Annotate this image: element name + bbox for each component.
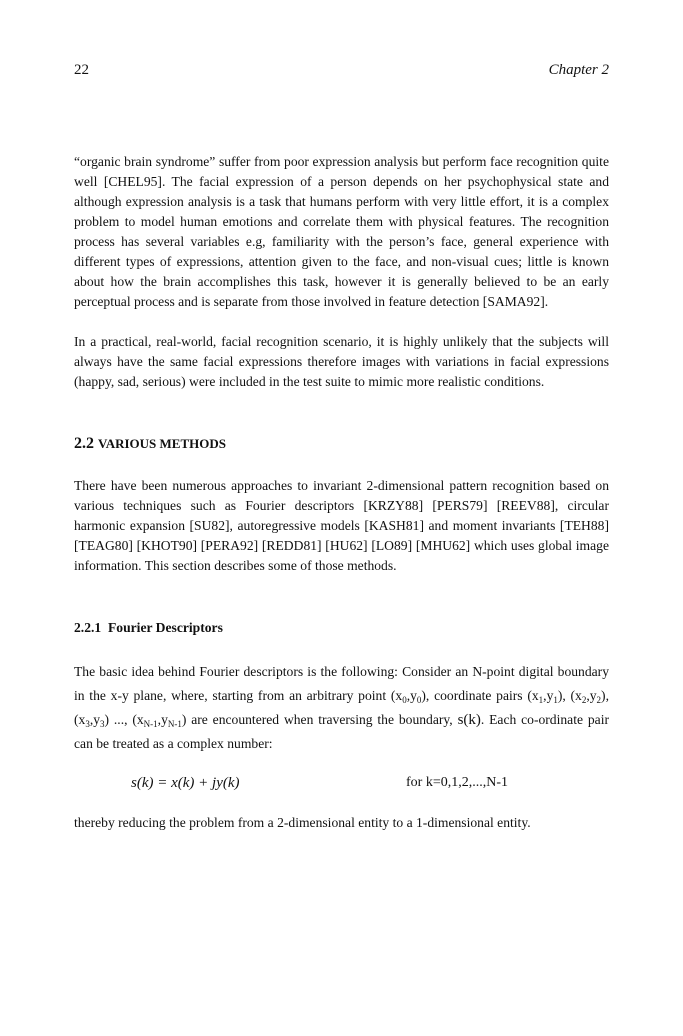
subsection-heading <box>74 618 609 638</box>
page-body <box>74 152 609 833</box>
paragraph-fourier-descriptors: The basic idea behind Fourier descriptors is the following: Consider an N-point digital boundary in the x-y plane, where, starting from an arbitrary point $(x_0,y_0)$, coordinate pairs $(x_1,y_1)$, $(x_2,y_2)$, $(x_3,y_3)$ ..., $(x_{N-1},y_{N-1})$ are encountered when traversing the boundary, s(k). Each co-ordinate pair can be treated as a complex number: <box>74 664 609 751</box>
equation-lhs: s(k) = x(k) + jy(k) <box>131 775 240 791</box>
fourier-section <box>74 660 609 756</box>
page-header <box>74 62 609 84</box>
equation-complex-boundary <box>74 771 609 795</box>
paragraph-conclusion: thereby reducing the problem from a 2-dimensional entity to a 1-dimensional entity. <box>74 815 531 830</box>
page-number: 22 <box>74 62 89 78</box>
subsection-number: 2.2.1 <box>74 620 102 635</box>
section-title: VARIOUS METHODS <box>98 436 226 451</box>
section-heading <box>74 433 609 455</box>
paragraph-recognition-scenario: In a practical, real-world, facial recognition scenario, it is highly unlikely that the subjects will always have the same facial expressions therefore images with variations in facial expressions (happy, sad, serious) were included in the test suite to mimic more realistic conditions. <box>74 334 609 389</box>
running-chapter-title: Chapter 2 <box>548 62 609 78</box>
subsection-title: Fourier Descriptors <box>107 620 223 635</box>
paragraph-expression-analysis: “organic brain syndrome” suffer from poor expression analysis but perform face recognition quite well [CHEL95]. The facial expression of a person depends on her psychophysical state and although expression analysis is a task that humans perform with very little effort, it is a complex problem to model human emotions and correlate them with physical features. The recognition process has several variables e.g, familiarity with the person’s face, general experience with different types of expressions, attention given to the face, and non-visual cues; little is known about how the brain accomplishes this task, however it is generally believed to be an early perceptual process and is separate from those involved in feature detection [SAMA92]. <box>74 154 609 309</box>
paragraph-various-methods: There have been numerous approaches to invariant 2-dimensional pattern recognition based on various techniques such as Fourier descriptors [KRZY88] [PERS79] [REEV88], circular harmonic expansion [SU82], autoregressive models [KASH81] and moment invariants [TEH88] [TEAG80] [KHOT90] [PERA92] [REDD81] [HU62] [LO89] [MHU62] which uses global image information. This section describes some of those methods. <box>74 478 609 573</box>
fourier-intro-text: The basic idea behind Fourier descriptors is the following: Consider an N-point digital boundary in the x-y plane, where, starting from an arbitrary point <box>74 664 609 703</box>
section-number: 2.2 <box>74 435 94 452</box>
s-of-k: s(k) <box>457 712 481 728</box>
equation-range: for k=0,1,2,...,N-1 <box>406 775 508 790</box>
